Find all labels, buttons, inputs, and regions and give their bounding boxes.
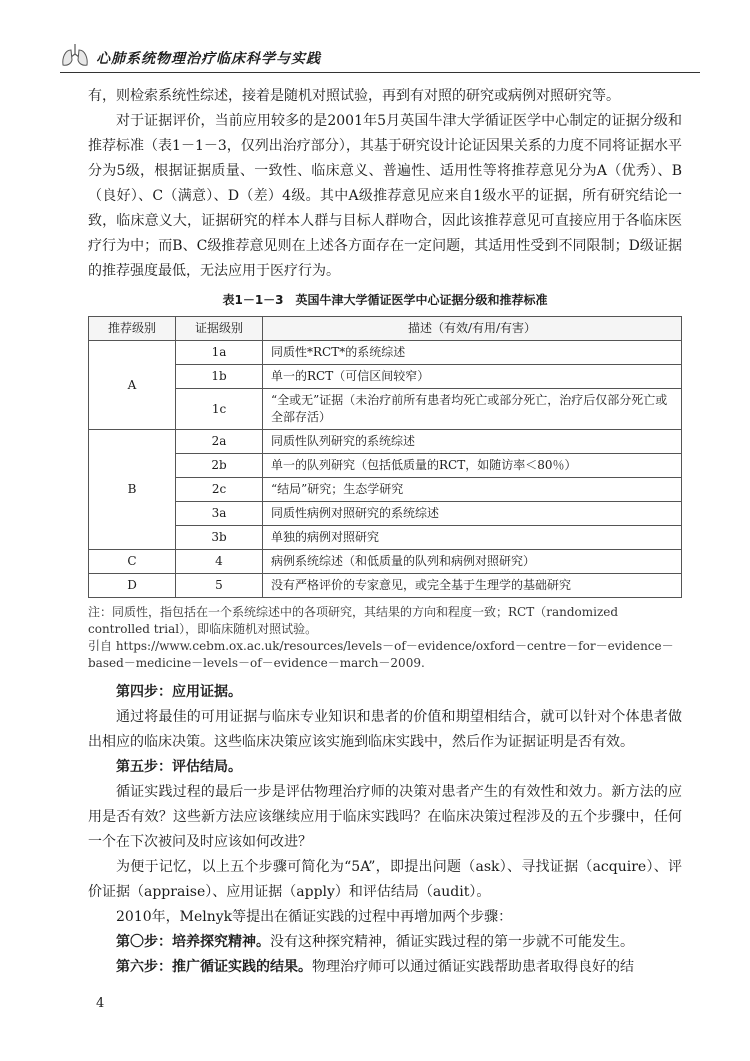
- description-cell: “全或无”证据（未治疗前所有患者均死亡或部分死亡，治疗后仅部分死亡或全部存活）: [263, 389, 682, 430]
- description-cell: 单一的队列研究（包括低质量的RCT，如随访率＜80％）: [263, 454, 682, 478]
- table-row: [89, 502, 682, 526]
- level-cell: 1c: [176, 389, 263, 430]
- table-row: [89, 550, 682, 574]
- level-cell: 2a: [176, 430, 263, 454]
- header-rule: [60, 72, 700, 73]
- book-title: 心肺系统物理治疗临床科学与实践: [96, 51, 321, 67]
- evidence-grading-table: [88, 316, 682, 598]
- description-cell: 同质性病例对照研究的系统综述: [263, 502, 682, 526]
- step6-text: 物理治疗师可以通过循证实践帮助患者取得良好的结: [312, 959, 634, 975]
- page-number: 4: [96, 996, 105, 1011]
- level-cell: 3a: [176, 502, 263, 526]
- table-row: [89, 341, 682, 365]
- step0-paragraph: [88, 930, 682, 955]
- table-row: [89, 478, 682, 502]
- table-row: [89, 365, 682, 389]
- table-row: [89, 454, 682, 478]
- melnyk-paragraph: 2010年，Melnyk等提出在循证实践的过程中再增加两个步骤：: [116, 909, 513, 925]
- table-footnote: 注：同质性，指包括在一个系统综述中的各项研究，其结果的方向和程度一致；RCT（randomized controlled trial），即临床随机对照试验。: [88, 605, 619, 636]
- level-cell: 1b: [176, 365, 263, 389]
- page-header: [60, 38, 700, 78]
- table-row: [89, 389, 682, 430]
- step0-text: 没有这种探究精神，循证实践过程的第一步就不可能发生。: [270, 934, 634, 950]
- grade-cell: B: [89, 430, 176, 550]
- grade-cell: D: [89, 574, 176, 598]
- description-cell: 单独的病例对照研究: [263, 526, 682, 550]
- level-cell: 2b: [176, 454, 263, 478]
- paragraph-evidence-evaluation: 对于证据评价，当前应用较多的是2001年5月英国牛津大学循证医学中心制定的证据分级和推荐标准（表1－1－3，仅列出治疗部分），其基于研究设计论证因果关系的力度不同将证据水平分为5级，根据证据质量、一致性、临床意义、普遍性、适用性等将推荐意见分为A（优秀）、B（良好）、C（满意）、D（差）4级。其中A级推荐意见应来自1级水平的证据，所有研究结论一致，临床意义大，证据研究的样本人群与目标人群吻合，因此该推荐意见可直接应用于各临床医疗行为中；而B、C级推荐意见则在上述各方面存在一定问题，其适用性受到不同限制；D级证据的推荐强度最低，无法应用于医疗行为。: [88, 113, 682, 279]
- grade-cell: C: [89, 550, 176, 574]
- header-description: 描述（有效/有用/有害）: [263, 317, 682, 341]
- level-cell: 4: [176, 550, 263, 574]
- step4-heading: [88, 680, 682, 705]
- level-cell: 5: [176, 574, 263, 598]
- description-cell: 同质性队列研究的系统综述: [263, 430, 682, 454]
- description-cell: “结局”研究；生态学研究: [263, 478, 682, 502]
- table-row: [89, 574, 682, 598]
- grade-cell: A: [89, 341, 176, 430]
- header-evidence-level: 证据级别: [176, 317, 263, 341]
- step4-paragraph: 通过将最佳的可用证据与临床专业知识和患者的价值和期望相结合，就可以针对个体患者做出相应的临床决策。这些临床决策应该实施到临床实践中，然后作为证据证明是否有效。: [88, 709, 682, 750]
- lungs-icon: [60, 42, 90, 68]
- table-header-row: [89, 317, 682, 341]
- description-cell: 单一的RCT（可信区间较窄）: [263, 365, 682, 389]
- level-cell: 3b: [176, 526, 263, 550]
- step0-title: 第〇步：培养探究精神。: [116, 934, 270, 950]
- step6-paragraph: [88, 955, 682, 980]
- paragraph-continued: 有，则检索系统性综述，接着是随机对照试验，再到有对照的研究或病例对照研究等。: [88, 88, 620, 104]
- step5-title: 第五步：评估结局。: [116, 759, 242, 775]
- description-cell: 同质性*RCT*的系统综述: [263, 341, 682, 365]
- step6-title: 第六步：推广循证实践的结果。: [116, 959, 312, 975]
- table-caption: 表1－1－3 英国牛津大学循证医学中心证据分级和推荐标准: [222, 293, 548, 307]
- step5-heading: [88, 755, 682, 780]
- table-row: [89, 430, 682, 454]
- description-cell: 没有严格评价的专家意见，或完全基于生理学的基础研究: [263, 574, 682, 598]
- header-recommendation-grade: 推荐级别: [89, 317, 176, 341]
- description-cell: 病例系统综述（和低质量的队列和病例对照研究）: [263, 550, 682, 574]
- page-content: [88, 84, 682, 980]
- step4-title: 第四步：应用证据。: [116, 684, 242, 700]
- level-cell: 2c: [176, 478, 263, 502]
- level-cell: 1a: [176, 341, 263, 365]
- table-citation: 引自 https://www.cebm.ox.ac.uk/resources/levels－of－evidence/oxford－centre－for－evidence－based－medicine－levels－of－evidence－march－2009.: [88, 639, 674, 670]
- step5-paragraph: 循证实践过程的最后一步是评估物理治疗师的决策对患者产生的有效性和效力。新方法的应用是否有效？这些新方法应该继续应用于临床实践吗？在临床决策过程涉及的五个步骤中，任何一个在下次被问及时应该如何改进？: [88, 784, 682, 850]
- table-notes: [88, 604, 682, 672]
- table-row: [89, 526, 682, 550]
- summary-paragraph: 为便于记忆，以上五个步骤可简化为“5A”，即提出问题（ask）、寻找证据（acquire）、评价证据（appraise）、应用证据（apply）和评估结局（audit）。: [88, 859, 682, 900]
